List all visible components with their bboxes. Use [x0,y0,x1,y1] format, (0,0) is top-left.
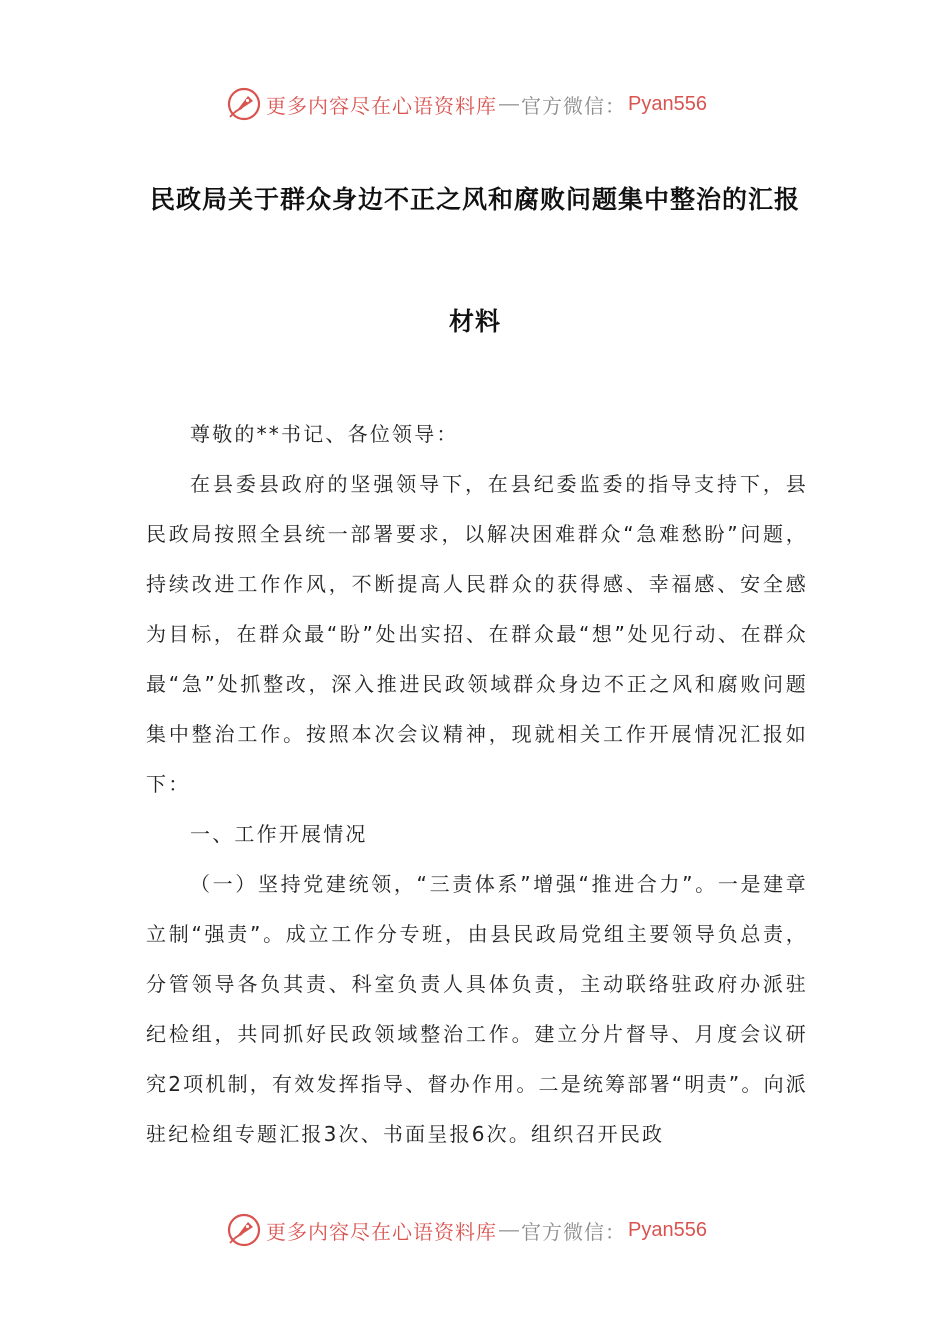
watermark-banner-top [226,84,726,124]
banner-text: 更多内容尽在心语资料库 [266,1219,497,1244]
banner-wechat-id: Pyan556 [628,1218,707,1241]
salutation: 尊敬的**书记、各位领导： [190,422,459,446]
banner-dash: — [499,1218,519,1241]
banner-wechat-id: Pyan556 [628,92,707,115]
document-title-line1: 民政局关于群众身边不正之风和腐败问题集中整治的汇报 [149,185,800,214]
banner-contact-label: 官方微信： [521,93,626,118]
paragraph-section1-1: （一）坚持党建统领，“三责体系”增强“推进合力”。一是建章立制“强责”。成立工作分专班，由县民政局党组主要领导负总责，分管领导各负其责、科室负责人具体负责，主动联络驻政府办派驻纪检组，共同抓好民政领域整治工作。建立分片督导、月度会议研究2项机制，有效发挥指导、督办作用。二是统筹部署“明责”。向派驻纪检组专题汇报3次、书面呈报6次。组织召开民政 [146,872,808,1146]
section-heading: 一、工作开展情况 [190,822,368,846]
banner-text: 更多内容尽在心语资料库 [266,93,497,118]
paragraph-intro: 在县委县政府的坚强领导下，在县纪委监委的指导支持下，县民政局按照全县统一部署要求，以解决困难群众“急难愁盼”问题，持续改进工作作风，不断提高人民群众的获得感、幸福感、安全感为目标，在群众最“盼”处出实招、在群众最“想”处见行动、在群众最“急”处抓整改，深入推进民政领域群众身边不正之风和腐败问题集中整治工作。按照本次会议精神，现就相关工作开展情况汇报如下： [146,472,808,796]
banner-contact-label: 官方微信： [521,1219,626,1244]
pen-nib-icon [226,86,262,122]
pen-nib-icon [226,1212,262,1248]
watermark-banner-bottom [226,1210,726,1250]
document-title-line2: 材料 [448,307,501,336]
document-body [146,409,808,1159]
banner-dash: — [499,92,519,115]
